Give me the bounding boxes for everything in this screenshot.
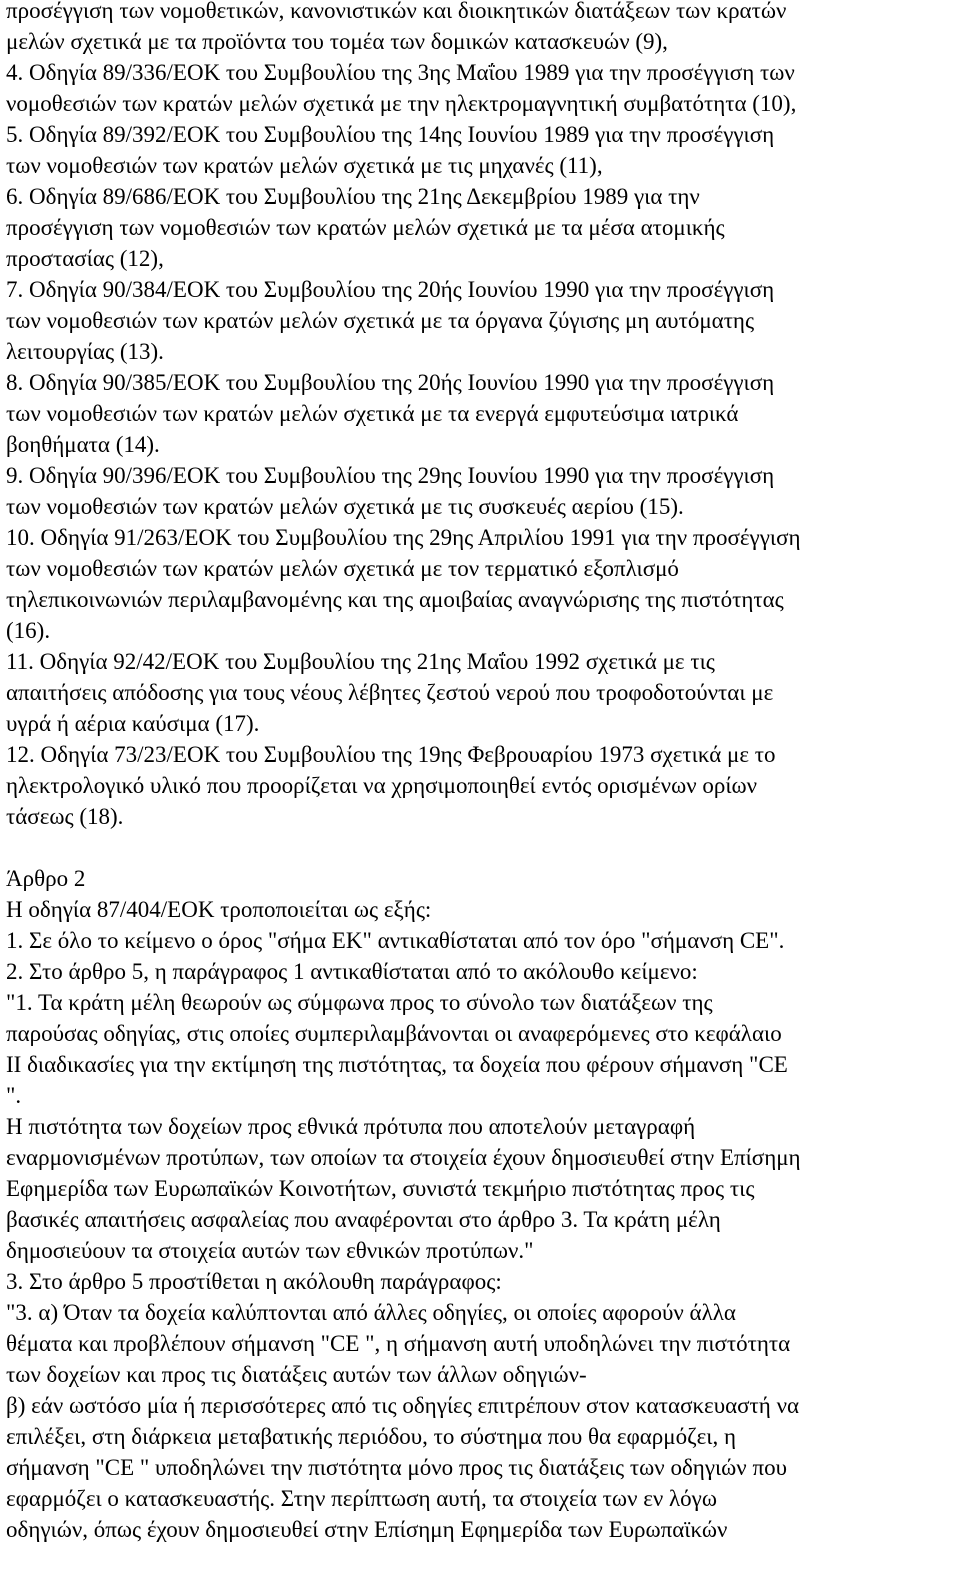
text-line: τηλεπικοινωνιών περιλαμβανομένης και της αμοιβαίας αναγνώρισης της πιστότητας: [6, 587, 784, 612]
text-line: εναρμονισμένων προτύπων, των οποίων τα στοιχεία έχουν δημοσιευθεί στην Επίσημη: [6, 1145, 801, 1170]
text-line: 11. Οδηγία 92/42/ΕΟΚ του Συμβουλίου της 21ης Μαΐου 1992 σχετικά με τις: [6, 649, 715, 674]
text-line: απαιτήσεις απόδοσης για τους νέους λέβητες ζεστού νερού που τροφοδοτούνται με: [6, 680, 774, 705]
text-line: 3. Στο άρθρο 5 προστίθεται η ακόλουθη παράγραφος:: [6, 1269, 502, 1294]
text-line: προσέγγιση των νομοθετικών, κανονιστικών και διοικητικών διατάξεων των κρατών: [6, 0, 787, 23]
text-line: 9. Οδηγία 90/396/ΕΟΚ του Συμβουλίου της 29ης Ιουνίου 1990 για την προσέγγιση: [6, 463, 775, 488]
text-line: 6. Οδηγία 89/686/ΕΟΚ του Συμβουλίου της 21ης Δεκεμβρίου 1989 για την: [6, 184, 700, 209]
text-line: 12. Οδηγία 73/23/ΕΟΚ του Συμβουλίου της 19ης Φεβρουαρίου 1973 σχετικά με το: [6, 742, 776, 767]
text-line: 7. Οδηγία 90/384/ΕΟΚ του Συμβουλίου της 20ής Ιουνίου 1990 για την προσέγγιση: [6, 277, 775, 302]
text-line: παρούσας οδηγίας, στις οποίες συμπεριλαμβάνονται οι αναφερόμενες στο κεφάλαιο: [6, 1021, 782, 1046]
text-line: θέματα και προβλέπουν σήμανση "CE ", η σήμανση αυτή υποδηλώνει την πιστότητα: [6, 1331, 791, 1356]
blank-line: [6, 832, 954, 863]
text-line: δημοσιεύουν τα στοιχεία αυτών των εθνικών προτύπων.": [6, 1238, 534, 1263]
text-line: οδηγιών, όπως έχουν δημοσιευθεί στην Επίσημη Εφημερίδα των Ευρωπαϊκών: [6, 1517, 728, 1542]
text-line: των νομοθεσιών των κρατών μελών σχετικά με τις μηχανές (11),: [6, 153, 603, 178]
text-line: ηλεκτρολογικό υλικό που προορίζεται να χρησιμοποιηθεί εντός ορισμένων ορίων: [6, 773, 758, 798]
text-line: Εφημερίδα των Ευρωπαϊκών Κοινοτήτων, συνιστά τεκμήριο πιστότητας προς τις: [6, 1176, 755, 1201]
text-line: εφαρμόζει ο κατασκευαστής. Στην περίπτωση αυτή, τα στοιχεία των εν λόγω: [6, 1486, 717, 1511]
text-line: ΙΙ διαδικασίες για την εκτίμηση της πιστότητας, τα δοχεία που φέρουν σήμανση "CE: [6, 1052, 788, 1077]
text-line: σήμανση "CE " υποδηλώνει την πιστότητα μόνο προς τις διατάξεις των οδηγιών που: [6, 1455, 787, 1480]
text-line: 5. Οδηγία 89/392/ΕΟΚ του Συμβουλίου της 14ης Ιουνίου 1989 για την προσέγγιση: [6, 122, 775, 147]
text-line: "3. α) Όταν τα δοχεία καλύπτονται από άλλες οδηγίες, οι οποίες αφορούν άλλα: [6, 1300, 736, 1325]
text-line: των νομοθεσιών των κρατών μελών σχετικά με τα ενεργά εμφυτεύσιμα ιατρικά: [6, 401, 739, 426]
text-line: επιλέξει, στη διάρκεια μεταβατικής περιόδου, το σύστημα που θα εφαρμόζει, η: [6, 1424, 737, 1449]
text-line: βοηθήματα (14).: [6, 432, 160, 457]
text-line: "1. Τα κράτη μέλη θεωρούν ως σύμφωνα προς το σύνολο των διατάξεων της: [6, 990, 713, 1015]
text-line: των δοχείων και προς τις διατάξεις αυτών των άλλων οδηγιών-: [6, 1362, 587, 1387]
text-line: ".: [6, 1083, 22, 1108]
text-line: 2. Στο άρθρο 5, η παράγραφος 1 αντικαθίσταται από το ακόλουθο κείμενο:: [6, 959, 698, 984]
text-line: 10. Οδηγία 91/263/ΕΟΚ του Συμβουλίου της 29ης Απριλίου 1991 για την προσέγγιση: [6, 525, 801, 550]
text-line: τάσεως (18).: [6, 804, 124, 829]
text-line: β) εάν ωστόσο μία ή περισσότερες από τις οδηγίες επιτρέπουν στον κατασκευαστή να: [6, 1393, 800, 1418]
text-line: νομοθεσιών των κρατών μελών σχετικά με την ηλεκτρομαγνητική συμβατότητα (10),: [6, 91, 797, 116]
text-line: των νομοθεσιών των κρατών μελών σχετικά με τον τερματικό εξοπλισμό: [6, 556, 679, 581]
text-line: βασικές απαιτήσεις ασφαλείας που αναφέρονται στο άρθρο 3. Τα κράτη μέλη: [6, 1207, 721, 1232]
text-line: 4. Οδηγία 89/336/ΕΟΚ του Συμβουλίου της 3ης Μαΐου 1989 για την προσέγγιση των: [6, 60, 795, 85]
text-line: Άρθρο 2: [6, 866, 86, 891]
text-line: λειτουργίας (13).: [6, 339, 164, 364]
text-line: Η πιστότητα των δοχείων προς εθνικά πρότυπα που αποτελούν μεταγραφή: [6, 1114, 696, 1139]
text-line: προστασίας (12),: [6, 246, 164, 271]
text-line: προσέγγιση των νομοθεσιών των κρατών μελών σχετικά με τα μέσα ατομικής: [6, 215, 725, 240]
text-line: υγρά ή αέρια καύσιμα (17).: [6, 711, 260, 736]
text-line: των νομοθεσιών των κρατών μελών σχετικά με τα όργανα ζύγισης μη αυτόματης: [6, 308, 755, 333]
text-line: των νομοθεσιών των κρατών μελών σχετικά με τις συσκευές αερίου (15).: [6, 494, 684, 519]
text-line: 8. Οδηγία 90/385/ΕΟΚ του Συμβουλίου της 20ής Ιουνίου 1990 για την προσέγγιση: [6, 370, 775, 395]
text-line: μελών σχετικά με τα προϊόντα του τομέα των δομικών κατασκευών (9),: [6, 29, 668, 54]
text-line: 1. Σε όλο το κείμενο ο όρος "σήμα ΕΚ" αντικαθίσταται από τον όρο "σήμανση CE".: [6, 928, 785, 953]
document-body: [6, 0, 954, 1545]
text-line: Η οδηγία 87/404/ΕΟΚ τροποποιείται ως εξής:: [6, 897, 432, 922]
text-line: (16).: [6, 618, 51, 643]
